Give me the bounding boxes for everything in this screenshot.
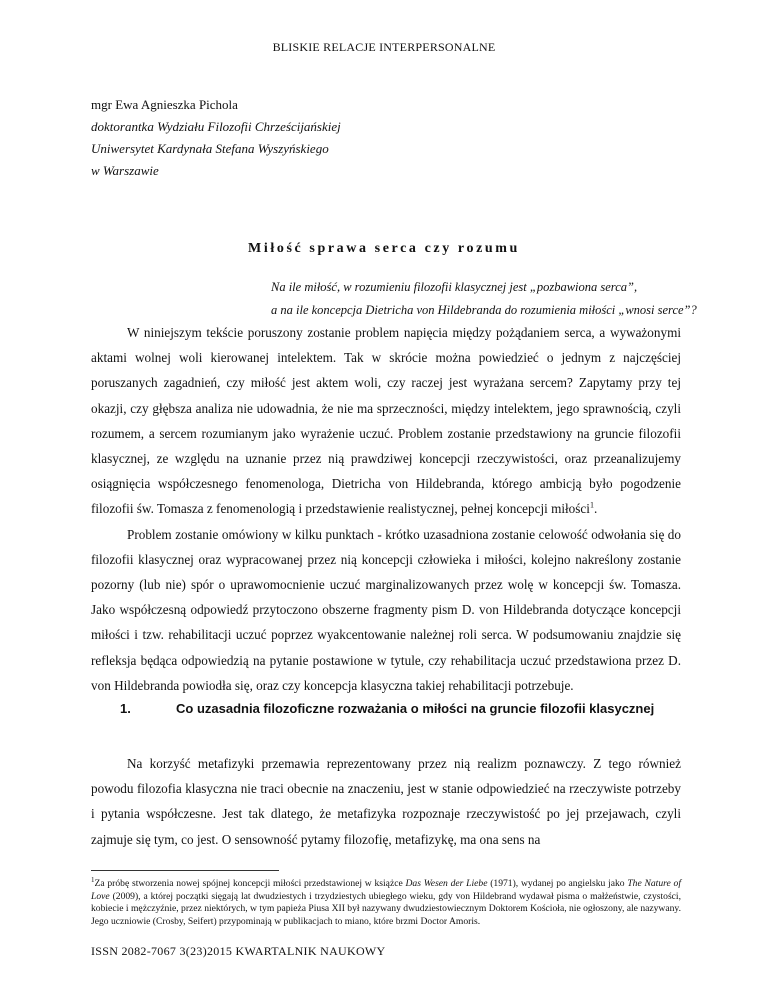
footnote (91, 875, 681, 928)
section-heading (91, 701, 691, 716)
paragraph-1-text: W niniejszym tekście poruszony zostanie problem napięcia między pożądaniem serca, a wyważonymi aktami wolnej woli kierowanej intelektem. Tak w skrócie można powiedzieć o jednym z najczęściej poruszanych zagadnień, czy miłość jest aktem woli, czy raczej jest wyrażana sercem? Zapytamy przy tej okazji, czy głębsza analiza nie udowadnia, że nie ma sprzeczności, między intelektem, jego sprawnością, czyli rozumem, a sercem rozumianym jako wyrażenie uczuć. Problem zostanie przedstawiony na gruncie filozofii klasycznej, ze względu na uznanie przez nią prawdziwej koncepcji rzeczywistości, oraz przeanalizujemy osiągnięcia współczesnego fenomenologa, Dietricha von Hildebranda, którego ambicją było pogodzenie filozofii św. Tomasza z fenomenologią i przedstawienie realistycznej, pełnej koncepcji miłości (91, 325, 681, 517)
paragraph-1: W niniejszym tekście poruszony zostanie problem napięcia między pożądaniem serca, a wyważonymi aktami wolnej woli kierowanej intelektem. Tak w skrócie można powiedzieć o jednym z najczęściej poruszanych zagadnień, czy miłość jest aktem woli, czy raczej jest wyrażana sercem? Zapytamy przy tej okazji, czy głębsza analiza nie udowadnia, że nie ma sprzeczności, między intelektem, jego sprawnością, czyli rozumem, a sercem rozumianym jako wyrażenie uczuć. Problem zostanie przedstawiony na gruncie filozofii klasycznej, ze względu na uznanie przez nią prawdziwej koncepcji rzeczywistości, oraz przeanalizujemy osiągnięcia współczesnego fenomenologa, Dietricha von Hildebranda, którego ambicją było pogodzenie filozofii św. Tomasza z fenomenologią i przedstawienie realistycznej, pełnej koncepcji miłości$^1$. (91, 325, 681, 517)
intro-text (91, 320, 681, 698)
author-name: mgr Ewa Agnieszka Pichola (91, 97, 238, 112)
motto-line-2: a na ile koncepcja Dietricha von Hildebranda do rozumienia miłości „wnosi serce”? (271, 303, 697, 317)
article-title: Miłość sprawa serca czy rozumu (248, 241, 520, 256)
paragraph-2: Problem zostanie omówiony w kilku punktach - krótko uzasadniona zostanie celowość odwołania się do filozofii klasycznej oraz wypracowanej przez nią koncepcji człowieka i miłości, kolejno nakreślony zostanie pozorny (lub nie) spór o uprawomocnienie uczuć marginalizowanych przez wolę w koncepcji św. Tomasza. Jako współczesną odpowiedź przytoczono obszerne fragmenty pism D. von Hildebranda dotyczące koncepcji miłości i tzw. rehabilitacji uczuć poprzez wyakcentowanie należnej roli serca. W podsumowaniu znajdzie się refleksja będąca odpowiedzią na pytanie postawione w tytule, czy rehabilitacja uczuć przedstawiona przez D. von Hildebranda powiodła się, oraz czy koncepcja klasyczna takiej rehabilitacji potrzebuje. (91, 526, 681, 693)
footnote-book-en: The Nature of Love (91, 878, 681, 902)
motto-line-1: Na ile miłość, w rozumieniu filozofii klasycznej jest „pozbawiona serca”, (271, 280, 638, 294)
footnote-text-c: (2009), a której początki sięgają lat dwudziestych i trzydziestych ubiegłego wieku, gdy von Hildebrand wydawał pisma o małżeństwie, czystości, kobiecie i mężczyźnie, przez niektórych, w tym papieża Piusa XII był nazywany dwudziestowiecznym Doktorem Kościoła, nie ogłoszony, ale nazywany. Jego uczniowie (Crosby, Seifert) przypominają w publikacjach to miano, które brzmi Doctor Amoris. (91, 890, 681, 927)
footnote-ref[interactable]: 1 (589, 501, 594, 511)
motto (271, 276, 697, 322)
footnote-text-a: Za próbę stworzenia nowej spójnej koncepcji miłości przedstawionej w książce (94, 878, 406, 889)
author-affiliation-2: Uniwersytet Kardynała Stefana Wyszyńskiego (91, 141, 329, 156)
author-affiliation-1: doktorantka Wydziału Filozofii Chrześcijańskiej (91, 119, 341, 134)
footnote-book-de: Das Wesen der Liebe (405, 878, 488, 889)
section-title: Co uzasadnia filozoficzne rozważania o miłości na gruncie filozofii klasycznej (176, 701, 655, 716)
author-block (91, 94, 341, 182)
section-text (91, 751, 681, 852)
footnote-divider (91, 870, 279, 871)
running-footer: ISSN 2082-7067 3(23)2015 KWARTALNIK NAUKOWY (91, 944, 386, 958)
section-number: 1. (120, 701, 131, 716)
running-header: BLISKIE RELACJE INTERPERSONALNE (272, 40, 496, 54)
paragraph-3: Na korzyść metafizyki przemawia reprezentowany przez nią realizm poznawczy. Z tego również powodu filozofia klasyczna nie traci obecnie na znaczeniu, jest w stanie odpowiedzieć na rzeczywiste potrzeby i pytania współczesne. Jest tak dlatego, że metafizyka rozpoznaje rzeczywistość po jej przejawach, czyli zajmuje się tym, co jest. O sensowność pytamy filozofię, metafizykę, ma ona sens na (91, 756, 681, 847)
footnote-text-b: (1971), wydanej po angielsku jako (487, 878, 628, 889)
footnote-mark: 1 (91, 875, 95, 884)
author-affiliation-3: w Warszawie (91, 163, 159, 178)
